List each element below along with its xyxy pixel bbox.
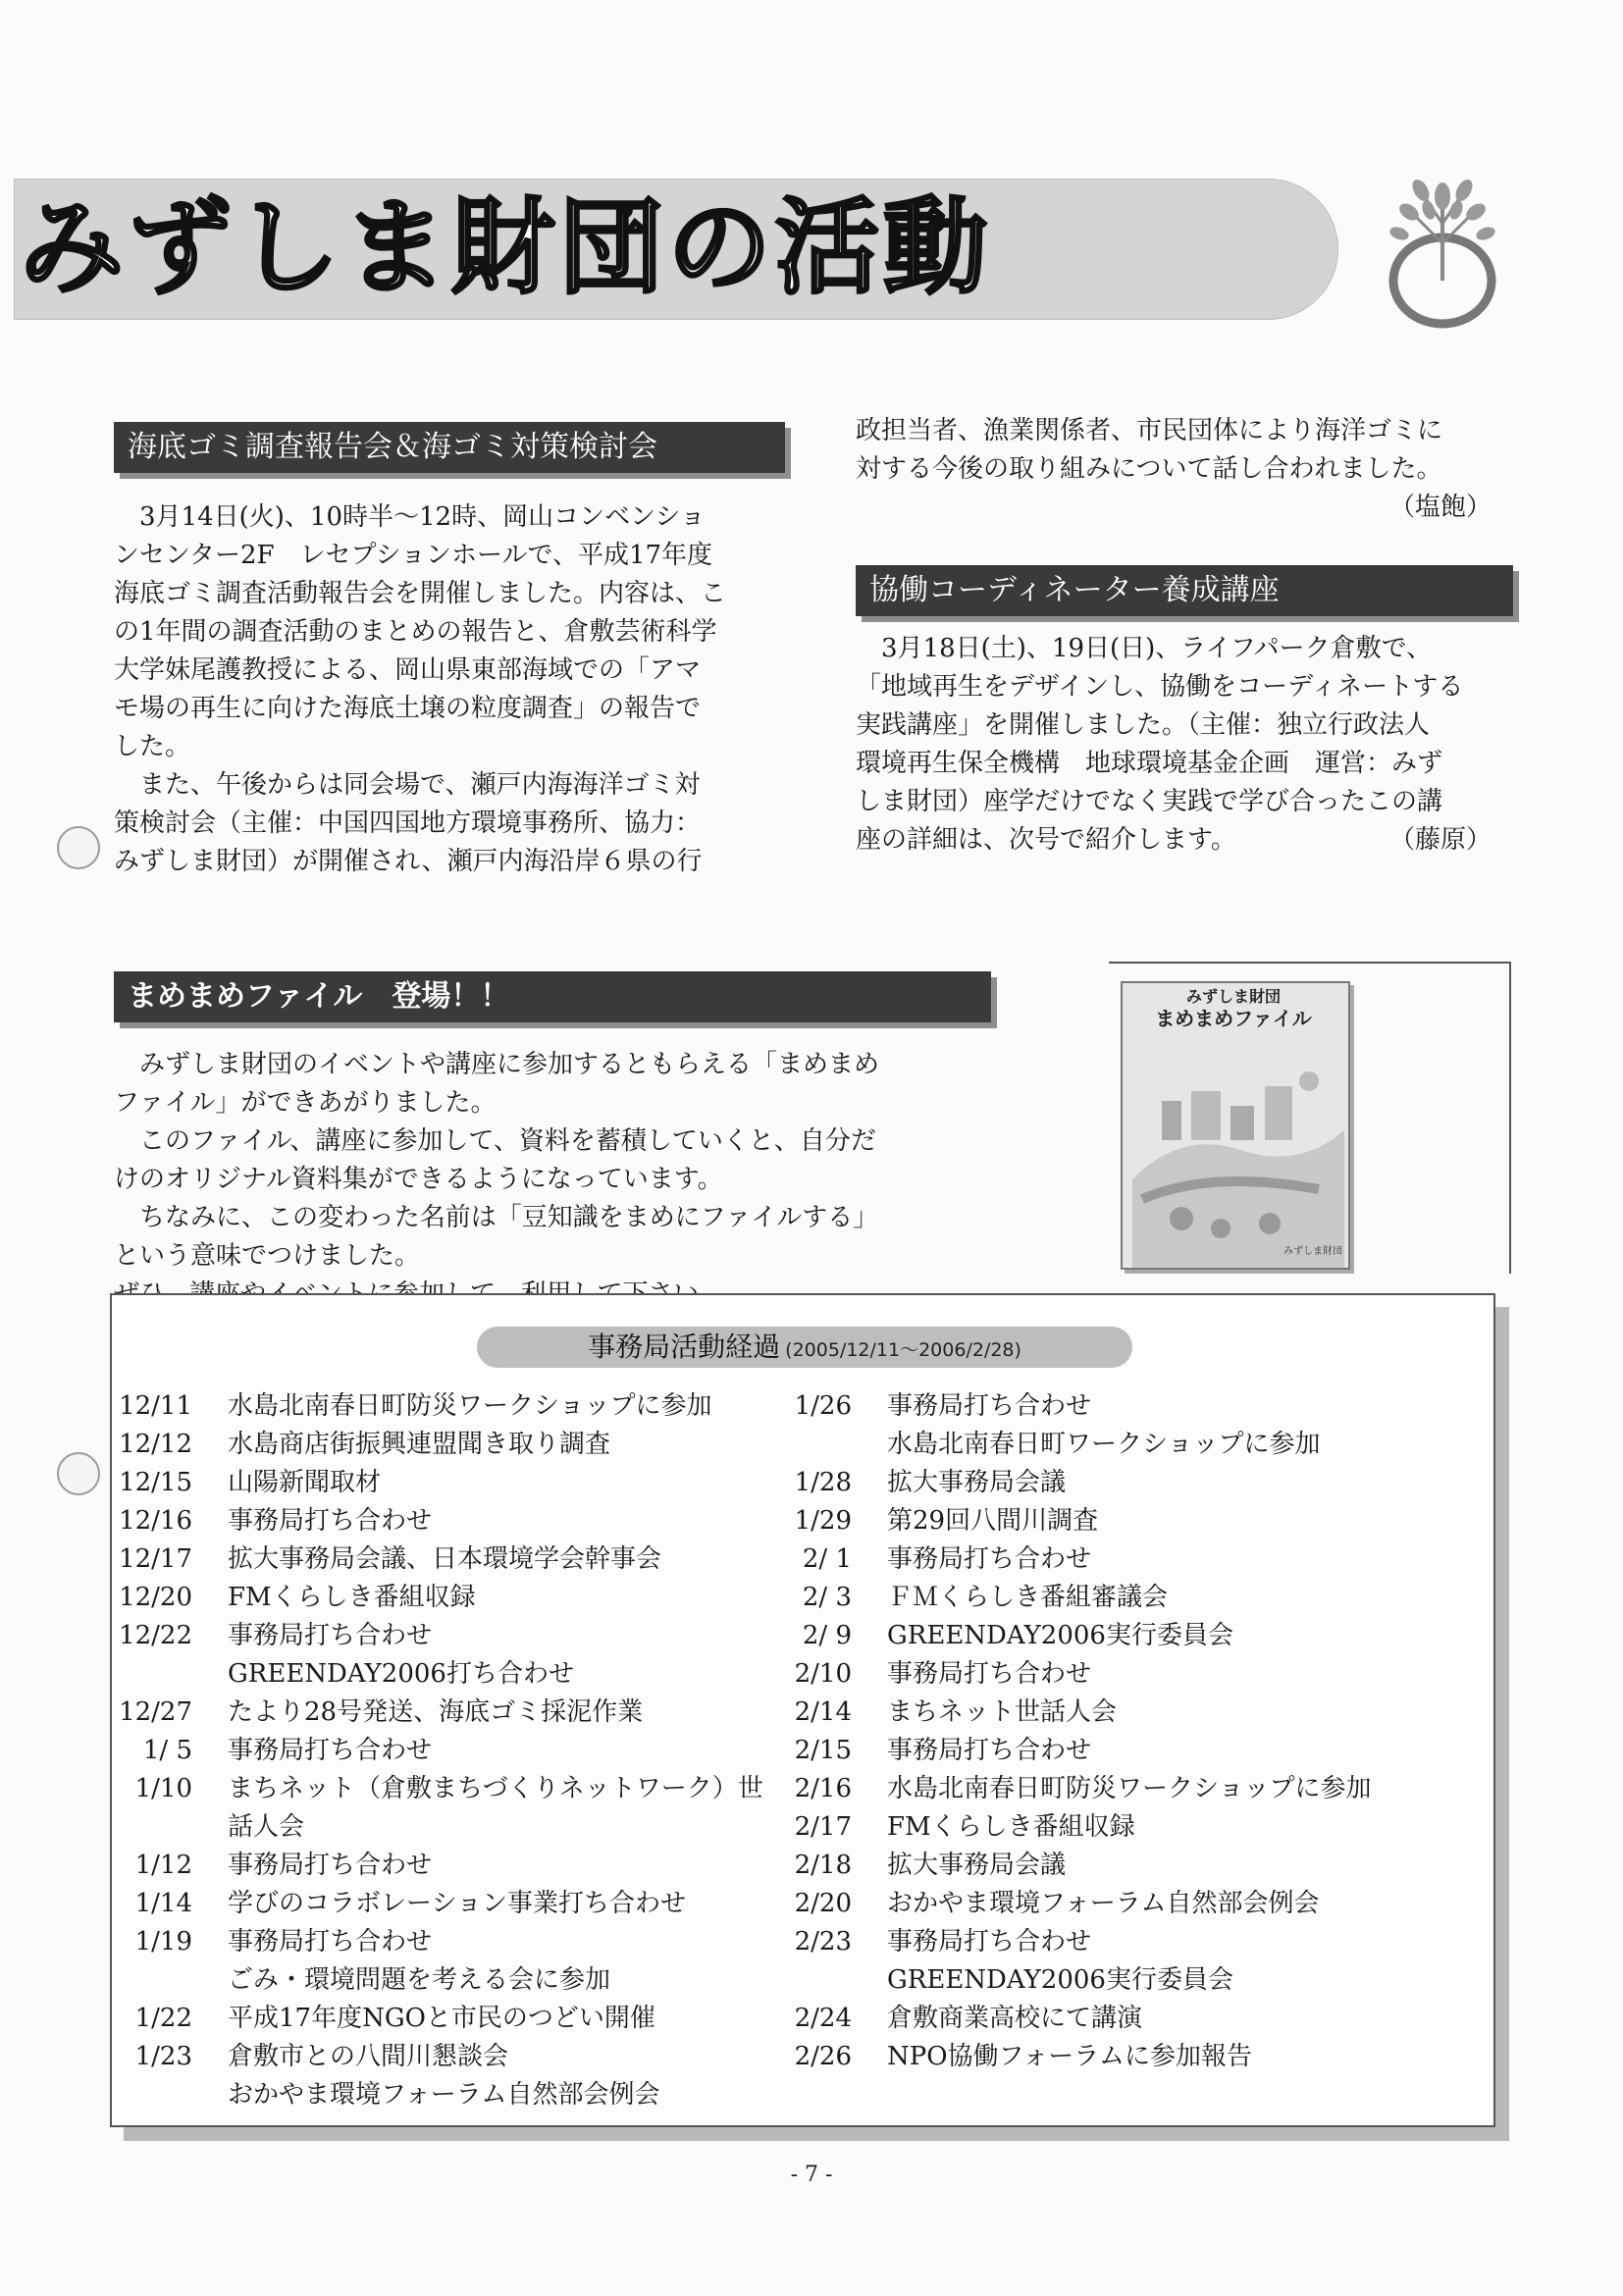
text-line: みずしま財団のイベントや講座に参加するともらえる「まめまめ (114, 1050, 880, 1079)
activity-description: GREENDAY2006打ち合わせ (228, 1659, 574, 1689)
activity-entry (785, 1540, 1472, 1579)
activity-date: 2/ 3 (802, 1583, 852, 1612)
activity-entry (118, 1502, 805, 1540)
section-body-mamemame-file (114, 1046, 977, 1314)
activity-entry (118, 1617, 805, 1655)
activity-entry (118, 1426, 805, 1464)
activity-entry (118, 1808, 805, 1847)
text-line: 海底ゴミ調査活動報告会を開催しました。内容は、こ (114, 579, 727, 608)
activity-entry (118, 1387, 805, 1426)
activity-description: おかやま環境フォーラム自然部会例会 (887, 1889, 1320, 1918)
activity-list-left (118, 1387, 805, 2113)
activity-description: 山陽新聞取材 (228, 1468, 382, 1497)
text-line: けのオリジナル資料集ができるようになっています。 (114, 1165, 723, 1194)
binder-hole (57, 826, 100, 869)
activity-description: FMくらしき番組収録 (887, 1812, 1135, 1842)
activity-date: 2/ 1 (802, 1544, 852, 1574)
activity-description: 事務局打ち合わせ (887, 1391, 1092, 1421)
activity-entry (785, 1426, 1472, 1464)
activity-entry (118, 2000, 805, 2038)
activity-date: 2/14 (794, 1697, 852, 1727)
activity-entry (118, 1847, 805, 1885)
text-line: 大学妹尾護教授による、岡山県東部海域での「アマ (114, 655, 702, 685)
activity-date: 12/12 (119, 1430, 192, 1459)
activity-entry (118, 1732, 805, 1770)
activity-date: 12/11 (119, 1391, 192, 1421)
text-line: ちなみに、この変わった名前は「豆知識をまめにファイルする」 (114, 1203, 879, 1232)
activity-entry (785, 1847, 1472, 1885)
activity-description: 水島商店街振興連盟聞き取り調査 (228, 1430, 611, 1459)
activity-entry (118, 1770, 805, 1808)
section-body-marine-litter (114, 498, 781, 881)
activity-description: 第29回八間川調査 (887, 1506, 1099, 1536)
activity-date: 2/20 (794, 1889, 852, 1918)
activity-description: 水島北南春日町防災ワークショップに参加 (887, 1774, 1372, 1803)
activity-date: 1/26 (794, 1391, 852, 1421)
activity-description: 倉敷商業高校にて講演 (887, 2004, 1143, 2033)
author-credit: （藤原） (1388, 825, 1492, 855)
text-line: 3月14日(火)、10時半～12時、岡山コンベンショ (114, 502, 706, 532)
activity-description: まちネット（倉敷まちづくりネットワーク）世 (228, 1774, 763, 1803)
activity-entry (785, 2038, 1472, 2076)
activity-date: 12/15 (119, 1468, 192, 1497)
activity-entry (118, 1885, 805, 1923)
activity-entry (118, 1540, 805, 1579)
text-line: 対する今後の取り組みについて話し合われました。 (856, 454, 1442, 484)
activity-date: 2/10 (794, 1659, 852, 1689)
activity-period: (2005/12/11～2006/2/28) (785, 1339, 1021, 1361)
activity-date: 1/23 (134, 2042, 192, 2071)
text-line: という意味でつけました。 (114, 1241, 421, 1271)
section-heading-mamemame-file: まめまめファイル 登場！！ (114, 971, 991, 1022)
activity-description: 事務局打ち合わせ (887, 1927, 1092, 1957)
activity-date: 1/14 (134, 1889, 192, 1918)
text-line: 3月18日(土)、19日(日)、ライフパーク倉敷で、 (856, 634, 1433, 663)
activity-entry (118, 1923, 805, 1961)
booklet-title (1125, 987, 1342, 1030)
activity-entry (118, 1464, 805, 1502)
activity-entry (785, 1617, 1472, 1655)
text-line: しま財団）座学だけでなく実践で学び合ったこの講 (856, 787, 1443, 816)
activity-entry (785, 1808, 1472, 1847)
activity-date: 2/ 9 (802, 1621, 852, 1650)
activity-date: 2/24 (794, 2004, 852, 2033)
text-line: このファイル、講座に参加して、資料を蓄積していくと、自分だ (114, 1126, 876, 1156)
page-number: - 7 - (790, 2163, 833, 2187)
activity-date: 2/15 (794, 1736, 852, 1765)
activity-description: 水島北南春日町ワークショップに参加 (887, 1430, 1321, 1459)
activity-date: 1/29 (794, 1506, 852, 1536)
activity-description: 倉敷市との八間川懇談会 (228, 2042, 509, 2071)
activity-description: GREENDAY2006実行委員会 (887, 1965, 1233, 1995)
activity-description: NPO協働フォーラムに参加報告 (887, 2042, 1252, 2071)
text-line: 策検討会（主催：中国四国地方環境事務所、協力： (114, 809, 702, 838)
activity-description: まちネット世話人会 (887, 1697, 1118, 1727)
section-heading-marine-litter: 海底ゴミ調査報告会＆海ゴミ対策検討会 (114, 422, 785, 473)
activity-description: おかやま環境フォーラム自然部会例会 (228, 2080, 660, 2110)
booklet-title-line: みずしま財団 (1185, 987, 1281, 1006)
activity-description: FMくらしき番組収録 (228, 1583, 476, 1612)
page-title: みずしま財団の活動 (20, 187, 991, 308)
activity-title-text: 事務局活動経過 (588, 1331, 781, 1363)
activity-description: 事務局打ち合わせ (887, 1659, 1092, 1689)
text-line: した。 (114, 732, 191, 761)
activity-description: 拡大事務局会議 (887, 1468, 1067, 1497)
author-credit: （塩飽） (1388, 493, 1492, 522)
activity-entry (785, 1923, 1472, 1961)
activity-description: 平成17年度NGOと市民のつどい開催 (228, 2004, 655, 2033)
activity-description: 事務局打ち合わせ (228, 1621, 433, 1650)
activity-date: 1/10 (134, 1774, 192, 1803)
text-line: 座の詳細は、次号で紹介します。 (856, 825, 1236, 855)
activity-description: 拡大事務局会議 (887, 1851, 1067, 1880)
activity-description: 事務局打ち合わせ (228, 1927, 433, 1957)
activity-date: 2/16 (794, 1774, 852, 1803)
activity-description: 話人会 (228, 1812, 305, 1842)
activity-description: ＦＭくらしき番組審議会 (887, 1583, 1169, 1612)
activity-date: 1/ 5 (142, 1736, 192, 1765)
section-body-coordinator-course (856, 630, 1503, 860)
activity-entry (785, 1464, 1472, 1502)
activity-date: 12/20 (119, 1583, 192, 1612)
activity-description: 事務局打ち合わせ (228, 1506, 433, 1536)
activity-date: 12/22 (119, 1621, 192, 1650)
section-body-continued (856, 412, 1503, 527)
activity-entry (118, 1694, 805, 1732)
activity-title (477, 1327, 1132, 1368)
activity-description: たより28号発送、海底ゴミ採泥作業 (228, 1697, 644, 1727)
activity-date: 2/18 (794, 1851, 852, 1880)
text-line: みずしま財団）が開催され、瀬戸内海沿岸６県の行 (114, 847, 703, 876)
activity-description: 事務局打ち合わせ (228, 1736, 433, 1765)
activity-description: 拡大事務局会議、日本環境学会幹事会 (228, 1544, 662, 1574)
activity-description: 水島北南春日町防災ワークショップに参加 (228, 1391, 712, 1421)
activity-entry (785, 1885, 1472, 1923)
activity-entry (785, 1502, 1472, 1540)
activity-entry (785, 2000, 1472, 2038)
text-line: また、午後からは同会場で、瀬戸内海海洋ゴミ対 (114, 770, 701, 800)
text-line: ファイル」ができあがりました。 (114, 1088, 497, 1118)
activity-entry (118, 1655, 805, 1694)
activity-date: 12/16 (119, 1506, 192, 1536)
text-line: 実践講座」を開催しました。（主催：独立行政法人 (856, 710, 1431, 740)
activity-entry (118, 1961, 805, 2000)
activity-date: 1/22 (134, 2004, 192, 2033)
activity-date: 12/27 (119, 1697, 192, 1727)
activity-date: 1/19 (134, 1927, 192, 1957)
activity-entry (785, 1387, 1472, 1426)
activity-date: 1/12 (134, 1851, 192, 1880)
activity-description: GREENDAY2006実行委員会 (887, 1621, 1233, 1650)
text-line: 「地域再生をデザインし、協働をコーディネートする (856, 672, 1464, 702)
activity-entry (785, 1694, 1472, 1732)
text-line: 環境再生保全機構 地球環境基金企画 運営：みず (856, 749, 1443, 778)
booklet-title-line: まめまめファイル (1155, 1007, 1312, 1030)
activity-date: 2/23 (794, 1927, 852, 1957)
text-line: の1年間の調査活動のまとめの報告と、倉敷芸術科学 (114, 617, 717, 647)
binder-hole (57, 1452, 100, 1495)
activity-list-right (785, 1387, 1472, 2113)
activity-entry (785, 1655, 1472, 1694)
text-line: モ場の再生に向けた海底土壌の粒度調査」の報告で (114, 694, 702, 723)
text-line: 政担当者、漁業関係者、市民団体により海洋ゴミに (856, 416, 1443, 445)
activity-description: 事務局打ち合わせ (228, 1851, 433, 1880)
sprout-logo-icon (1364, 165, 1521, 332)
text-line: ンセンター2F レセプションホールで、平成17年度 (114, 541, 713, 570)
activity-description: ごみ・環境問題を考える会に参加 (228, 1965, 611, 1995)
activity-entry (785, 1961, 1472, 2000)
activity-description: 学びのコラボレーション事業打ち合わせ (228, 1889, 686, 1918)
activity-entry (785, 1732, 1472, 1770)
activity-entry (118, 2038, 805, 2076)
booklet-publisher: みずしま財団 (1283, 1246, 1342, 1257)
activity-description: 事務局打ち合わせ (887, 1736, 1092, 1765)
activity-entry (118, 1579, 805, 1617)
activity-entry (118, 2076, 805, 2114)
activity-date: 1/28 (794, 1468, 852, 1497)
activity-date: 12/17 (119, 1544, 192, 1574)
activity-entry (785, 1579, 1472, 1617)
activity-entry (785, 1770, 1472, 1808)
section-heading-coordinator-course: 協働コーディネーター養成講座 (856, 565, 1513, 616)
activity-description: 事務局打ち合わせ (887, 1544, 1092, 1574)
activity-date: 2/26 (794, 2042, 852, 2071)
activity-date: 2/17 (794, 1812, 852, 1842)
